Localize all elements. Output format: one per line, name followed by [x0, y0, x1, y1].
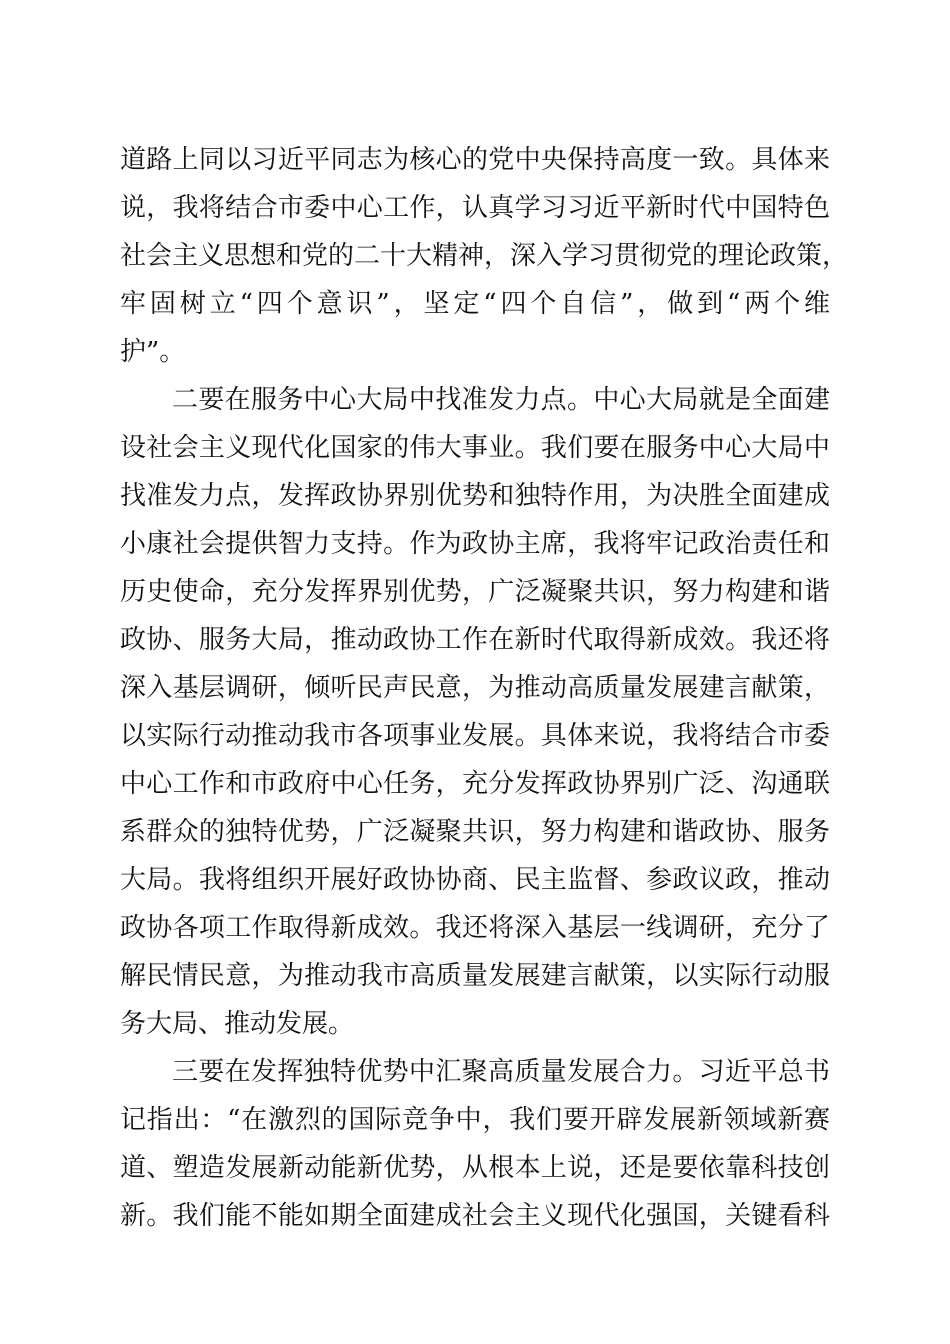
text-line: 社会主义思想和党的二十大精神，深入学习贯彻党的理论政策， [120, 241, 849, 271]
text-line: 以实际行动推动我市各项事业发展。具体来说，我将结合市委 [120, 721, 830, 751]
text-line: 深入基层调研，倾听民声民意，为推动高质量发展建言献策， [120, 673, 830, 703]
text-line: 护”。 [120, 337, 186, 367]
text-line: 小康社会提供智力支持。作为政协主席，我将牢记政治责任和 [120, 529, 830, 559]
paragraph-heading-line: 二要在服务中心大局中找准发力点。中心大局就是全面建 [172, 385, 830, 415]
text-line: 记指出：“在激烈的国际竞争中，我们要开辟发展新领域新赛 [120, 1105, 830, 1135]
text-line: 解民情民意，为推动我市高质量发展建言献策，以实际行动服 [120, 961, 830, 991]
text-line: 政协、服务大局，推动政协工作在新时代取得新成效。我还将 [120, 625, 830, 655]
text-line: 系群众的独特优势，广泛凝聚共识，努力构建和谐政协、服务 [120, 817, 830, 847]
text-line: 新。我们能不能如期全面建成社会主义现代化强国，关键看科 [120, 1201, 830, 1231]
text-line: 政协各项工作取得新成效。我还将深入基层一线调研，充分了 [120, 913, 830, 943]
text-line: 务大局、推动发展。 [120, 1009, 355, 1039]
text-line: 牢固树立“四个意识”，坚定“四个自信”，做到“两个维 [120, 289, 830, 319]
text-line: 大局。我将组织开展好政协协商、民主监督、参政议政，推动 [120, 865, 830, 895]
text-line: 设社会主义现代化国家的伟大事业。我们要在服务中心大局中 [120, 433, 830, 463]
text-line: 说，我将结合市委中心工作，认真学习习近平新时代中国特色 [120, 193, 830, 223]
text-line: 历史使命，充分发挥界别优势，广泛凝聚共识，努力构建和谐 [120, 577, 830, 607]
paragraph-heading-line: 三要在发挥独特优势中汇聚高质量发展合力。习近平总书 [172, 1057, 830, 1087]
text-line: 找准发力点，发挥政协界别优势和独特作用，为决胜全面建成 [120, 481, 830, 511]
text-line: 道、塑造发展新动能新优势，从根本上说，还是要依靠科技创 [120, 1153, 830, 1183]
text-line: 中心工作和市政府中心任务，充分发挥政协界别广泛、沟通联 [120, 769, 830, 799]
text-line: 道路上同以习近平同志为核心的党中央保持高度一致。具体来 [120, 145, 830, 175]
